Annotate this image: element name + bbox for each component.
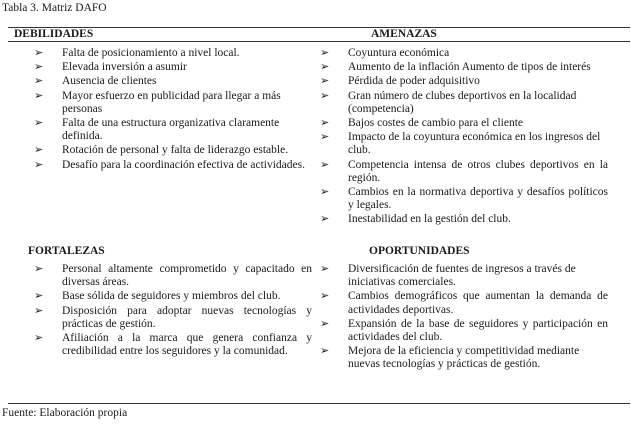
- list-item: ➢ Impacto de la coyuntura económica en los ingresos del club.: [320, 131, 601, 157]
- table-caption: Tabla 3. Matriz DAFO: [2, 2, 107, 14]
- arrow-bullet-icon: ➢: [34, 263, 44, 275]
- list-item: ➢ Bajos costes de cambio para el cliente: [320, 117, 523, 130]
- amenazas-list: [320, 47, 608, 227]
- list-item: ➢ Cambios en la normativa deportiva y desafíos políticos y legales.: [320, 186, 608, 212]
- arrow-bullet-icon: ➢: [320, 158, 330, 171]
- fortalezas-list: [34, 263, 312, 358]
- list-item: ➢ Coyuntura económica: [320, 47, 450, 59]
- oportunidades-section: [320, 263, 608, 373]
- arrow-bullet-icon: ➢: [320, 186, 330, 199]
- arrow-bullet-icon: ➢: [34, 158, 44, 171]
- arrow-bullet-icon: ➢: [34, 89, 44, 102]
- table-bottom-rule: [8, 403, 630, 404]
- arrow-bullet-icon: ➢: [320, 131, 330, 144]
- arrow-bullet-icon: ➢: [34, 117, 44, 130]
- list-item: ➢ Cambios demográficos que aumentan la demanda de actividades deportivas.: [320, 290, 608, 316]
- list-item: ➢ Falta de una estructura organizativa claramente definida.: [34, 117, 280, 143]
- list-item: ➢ Competencia intensa de otros clubes deportivos en la región.: [320, 158, 608, 184]
- list-item: ➢ Disposición para adoptar nuevas tecnologías y prácticas de gestión.: [34, 304, 312, 330]
- table-top-rule: [8, 27, 630, 28]
- list-item: ➢ Gran número de clubes deportivos en la localidad (competencia): [320, 89, 577, 115]
- arrow-bullet-icon: ➢: [34, 144, 44, 157]
- list-item: ➢ Aumento de la inflación Aumento de tipos de interés: [320, 61, 591, 74]
- amenazas-section: [320, 47, 608, 228]
- arrow-bullet-icon: ➢: [320, 290, 330, 303]
- arrow-bullet-icon: ➢: [320, 345, 330, 358]
- arrow-bullet-icon: ➢: [320, 263, 330, 275]
- list-item: ➢ Mejora de la eficiencia y competitividad mediante nuevas tecnologías y prácticas de gestión.: [320, 345, 580, 371]
- debilidades-section: [34, 47, 312, 173]
- oportunidades-heading: OPORTUNIDADES: [369, 245, 470, 257]
- amenazas-heading: AMENAZAS: [371, 28, 437, 40]
- arrow-bullet-icon: ➢: [34, 304, 44, 317]
- fortalezas-section: [34, 263, 312, 359]
- arrow-bullet-icon: ➢: [320, 47, 330, 59]
- arrow-bullet-icon: ➢: [34, 47, 44, 59]
- table-source-note: Fuente: Elaboración propia: [2, 407, 128, 419]
- list-item: ➢ Rotación de personal y falta de liderazgo estable.: [34, 144, 289, 157]
- fortalezas-heading: FORTALEZAS: [28, 245, 105, 257]
- arrow-bullet-icon: ➢: [34, 75, 44, 88]
- debilidades-list: [34, 47, 312, 172]
- arrow-bullet-icon: ➢: [320, 61, 330, 74]
- list-item: ➢ Expansión de la base de seguidores y participación en actividades del club.: [320, 317, 608, 344]
- arrow-bullet-icon: ➢: [320, 117, 330, 130]
- arrow-bullet-icon: ➢: [320, 89, 330, 102]
- arrow-bullet-icon: ➢: [320, 213, 330, 226]
- arrow-bullet-icon: ➢: [320, 317, 330, 330]
- list-item: ➢ Base sólida de seguidores y miembros del club.: [34, 290, 281, 303]
- table-header-rule: [8, 41, 630, 42]
- list-item: ➢ Ausencia de clientes: [34, 75, 157, 88]
- list-item: ➢ Afiliación a la marca que genera confianza y credibilidad entre los seguidores y la comunidad.: [34, 332, 312, 358]
- arrow-bullet-icon: ➢: [34, 290, 44, 303]
- list-item: ➢ Mayor esfuerzo en publicidad para llegar a más personas: [34, 89, 281, 115]
- list-item: ➢ Inestabilidad en la gestión del club.: [320, 213, 511, 226]
- arrow-bullet-icon: ➢: [34, 61, 44, 74]
- list-item: ➢ Diversificación de fuentes de ingresos a través de iniciativas comerciales.: [320, 263, 576, 289]
- list-item: ➢ Elevada inversión a asumir: [34, 61, 187, 74]
- debilidades-heading: DEBILIDADES: [14, 28, 94, 40]
- oportunidades-list: [320, 263, 608, 372]
- list-item: ➢ Falta de posicionamiento a nivel local.: [34, 47, 240, 59]
- arrow-bullet-icon: ➢: [320, 75, 330, 88]
- list-item: ➢ Personal altamente comprometido y capacitado en diversas áreas.: [34, 263, 312, 289]
- list-item: ➢ Desafío para la coordinación efectiva de actividades.: [34, 158, 305, 171]
- arrow-bullet-icon: ➢: [34, 332, 44, 345]
- list-item: ➢ Pérdida de poder adquisitivo: [320, 75, 480, 88]
